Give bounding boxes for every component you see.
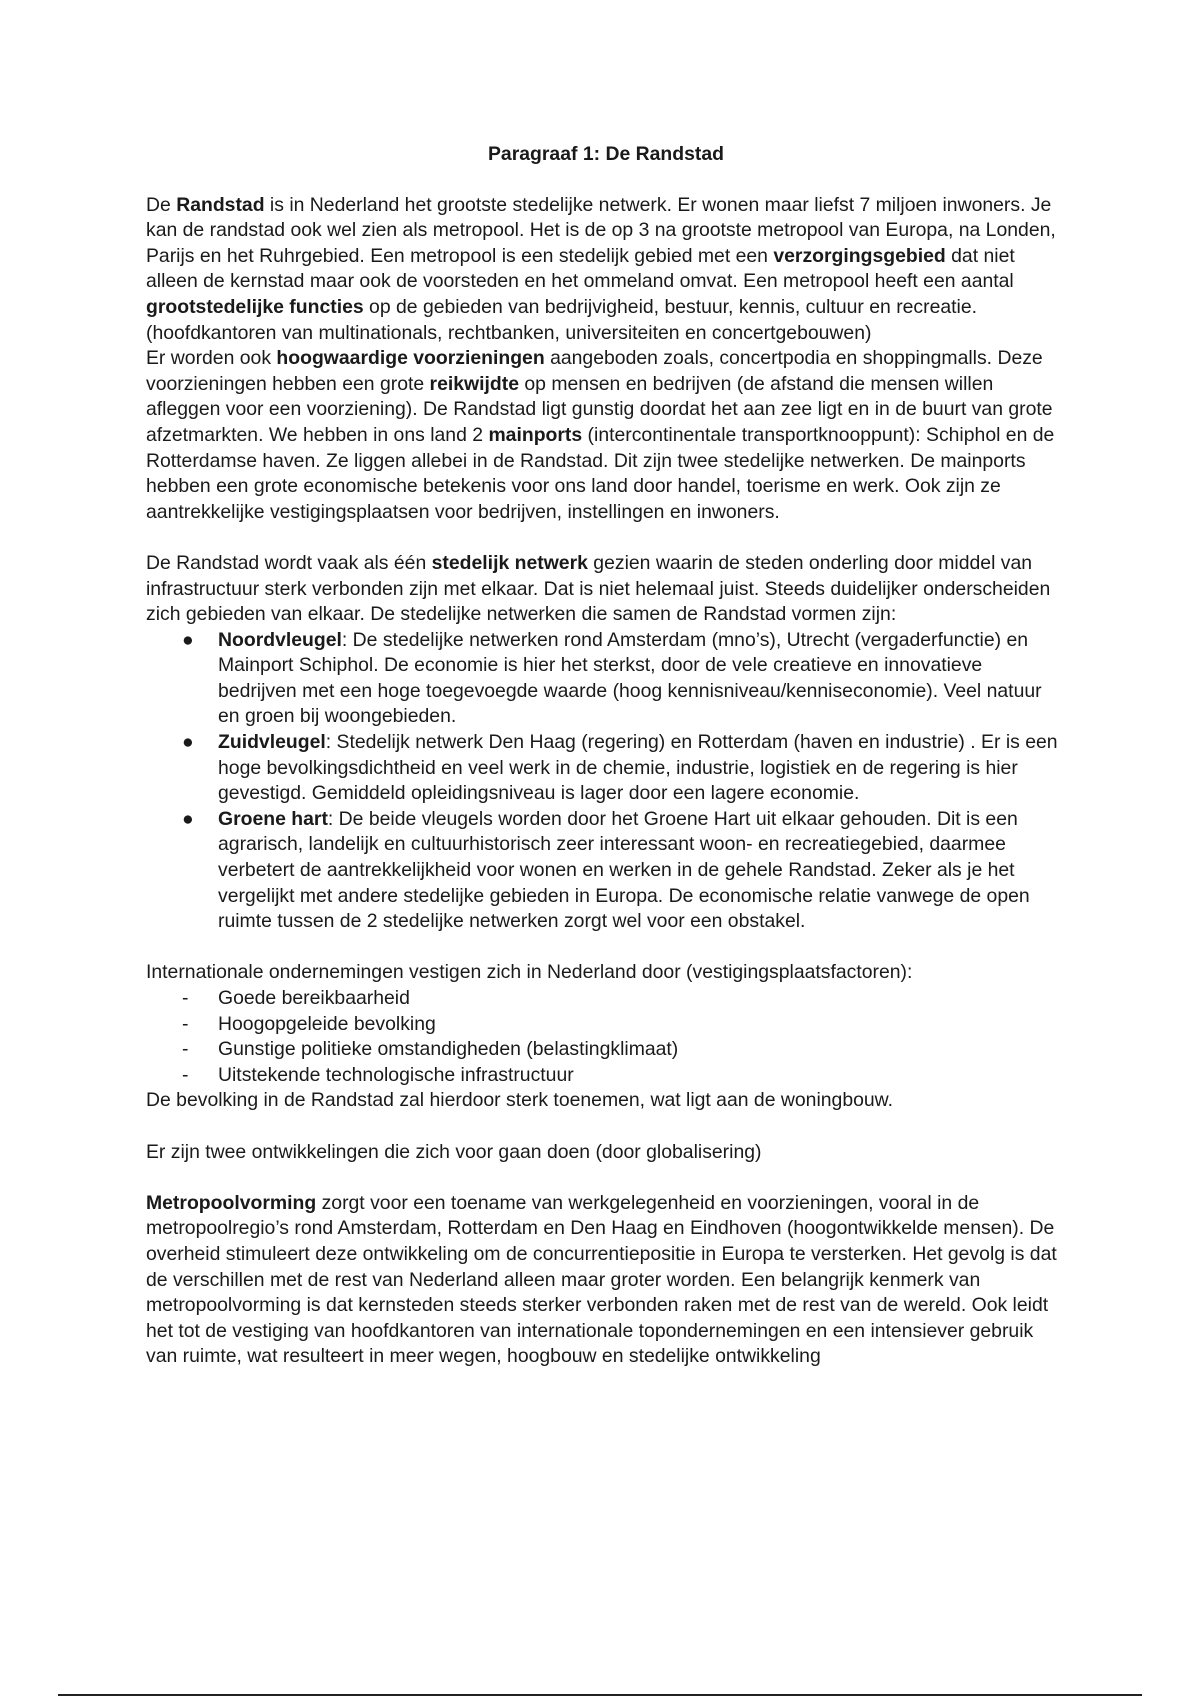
list-item xyxy=(182,1063,1066,1089)
paragraph-ontwikkelingen: Er zijn twee ontwikkelingen die zich voor gaan doen (door globalisering) xyxy=(146,1140,762,1163)
text-run: dat niet alleen de kernstad maar ook de voorsteden en het ommeland omvat. Een metropool heeft een aantal xyxy=(146,244,1015,293)
list-item xyxy=(182,1012,1066,1038)
text-run: : De beide vleugels worden door het Groene Hart uit elkaar gehouden. Dit is een agrarisch, landelijk en cultuurhistorisch zeer interessant woon- en recreatiegebied, daarmee verbetert de aantrekkelijkheid voor wonen en werken in de gehele Randstad. Zeker als je het vergelijkt met andere stedelijke gebieden in Europa. De economische relatie vanwege de open ruimte tussen de 2 stedelijke netwerken zorgt wel voor een obstakel. xyxy=(218,807,1030,933)
bold-term: Zuidvleugel xyxy=(218,731,326,754)
bullet-list-vleugels xyxy=(146,628,1066,935)
list-item xyxy=(182,1037,1066,1063)
bold-term: mainports xyxy=(488,423,583,446)
text-run: De xyxy=(146,193,177,216)
text-run: Hoogopgeleide bevolking xyxy=(218,1012,436,1035)
text-run: is in Nederland het grootste stedelijke netwerk. Er wonen maar liefst 7 miljoen inwoners. Je kan de randstad ook wel zien als metropool. Het is de op 3 na grootste metropool van Europa, na Londen, Parijs en het Ruhrgebied. Een metropool is een stedelijk gebied met een xyxy=(146,193,1056,267)
bold-term: Groene hart xyxy=(218,807,328,830)
text-run: op mensen en bedrijven (de afstand die mensen willen afleggen voor een voorziening). De Randstad ligt gunstig doordat het aan zee ligt en in de buurt van grote afzetmarkten. We hebben in ons land 2 xyxy=(146,372,1053,446)
bullet-icon: ● xyxy=(182,807,194,830)
text-run: De Randstad wordt vaak als één xyxy=(146,551,432,574)
text-run: op de gebieden van bedrijvigheid, bestuur, kennis, cultuur en recreatie. (hoofdkantoren van multinationals, rechtbanken, universiteiten en concertgebouwen) xyxy=(146,295,978,344)
dash-marker: - xyxy=(182,1012,189,1035)
bold-term: reikwijdte xyxy=(429,372,519,395)
spacer xyxy=(146,1165,1066,1191)
text-run: : Stedelijk netwerk Den Haag (regering) en Rotterdam (haven en industrie) . Er is een hoge bevolkingsdichtheid en veel werk in de chemie, industrie, logistiek en de regering is hier gevestigd. Gemiddeld opleidingsniveau is lager door een lagere economie. xyxy=(218,731,1058,805)
bold-term: Noordvleugel xyxy=(218,628,342,651)
spacer xyxy=(146,935,1066,961)
paragraph-stedelijk-netwerk xyxy=(146,551,1066,628)
list-item xyxy=(182,807,1066,935)
page-title: Paragraaf 1: De Randstad xyxy=(487,143,724,165)
text-run: Gunstige politieke omstandigheden (belastingklimaat) xyxy=(218,1038,679,1061)
bullet-icon: ● xyxy=(182,628,194,651)
text-run: gezien waarin de steden onderling door middel van infrastructuur sterk verbonden zijn met elkaar. Dat is niet helemaal juist. Steeds duidelijker onderscheiden zich gebieden van elkaar. De stedelijke netwerken die samen de Randstad vormen zijn: xyxy=(146,551,1051,626)
paragraph-voorzieningen xyxy=(146,346,1066,525)
dash-marker: - xyxy=(182,987,189,1009)
text-run: aangeboden zoals, concertpodia en shoppingmalls. Deze voorzieningen hebben een grote xyxy=(146,347,1043,395)
text-run: : De stedelijke netwerken rond Amsterdam (mno’s), Utrecht (vergaderfunctie) en Mainport Schiphol. De economie is hier het sterkst, door de vele creatieve en innovatieve bedrijven met een hoge toegevoegde waarde (hoog kennisniveau/kenniseconomie). Veel natuur en groen bij woongebieden. xyxy=(218,628,1042,728)
text-run: Uitstekende technologische infrastructuur xyxy=(218,1063,574,1086)
dash-marker: - xyxy=(182,1063,189,1086)
text-run: Er worden ook xyxy=(146,347,277,370)
paragraph-bevolking: De bevolking in de Randstad zal hierdoor sterk toenemen, wat ligt aan de woningbouw. xyxy=(146,1089,894,1112)
paragraph-metropoolvorming xyxy=(146,1191,1066,1370)
list-item xyxy=(182,986,1066,1012)
dash-marker: - xyxy=(182,1038,189,1061)
bold-term: hoogwaardige voorzieningen xyxy=(276,347,545,370)
bold-term: Metropoolvorming xyxy=(146,1191,317,1214)
bold-term: stedelijk netwerk xyxy=(431,551,588,574)
page-bottom-rule xyxy=(58,1694,1142,1696)
bold-term: Randstad xyxy=(176,193,265,216)
dash-list-factoren xyxy=(146,986,1066,1088)
bold-term: verzorgingsgebied xyxy=(773,244,946,267)
list-item xyxy=(182,730,1066,807)
paragraph-ondernemingen: Internationale ondernemingen vestigen zich in Nederland door (vestigingsplaatsfactoren): xyxy=(146,961,913,984)
list-item xyxy=(182,628,1066,730)
text-run: zorgt voor een toename van werkgelegenheid en voorzieningen, vooral in de metropoolregio’s rond Amsterdam, Rotterdam en Den Haag en Eindhoven (hoogontwikkelde mensen). De overheid stimuleert deze ontwikkeling om de concurrentiepositie in Europa te versterken. Het gevolg is dat de verschillen met de rest van Nederland alleen maar groter worden. Een belangrijk kenmerk van metropoolvorming is dat kernsteden steeds sterker verbonden raken met de rest van de wereld. Ook leidt het tot de vestiging van hoofdkantoren van internationale topondernemingen en een intensiever gebruik van ruimte, wat resulteert in meer wegen, hoogbouw en stedelijke ontwikkeling xyxy=(146,1191,1057,1368)
document-page xyxy=(146,142,1066,1370)
spacer xyxy=(146,525,1066,551)
bullet-icon: ● xyxy=(182,731,194,754)
text-run: Goede bereikbaarheid xyxy=(218,987,410,1009)
spacer xyxy=(146,1114,1066,1140)
paragraph-randstad-intro xyxy=(146,193,1066,347)
text-run: (intercontinentale transportknooppunt): Schiphol en de Rotterdamse haven. Ze liggen allebei in de Randstad. Dit zijn twee stedelijke netwerken. De mainports hebben een grote economische betekenis voor ons land door handel, toerisme en werk. Ook zijn ze aantrekkelijke vestigingsplaatsen voor bedrijven, instellingen en inwoners. xyxy=(146,423,1055,523)
bold-term: grootstedelijke functies xyxy=(146,295,364,318)
